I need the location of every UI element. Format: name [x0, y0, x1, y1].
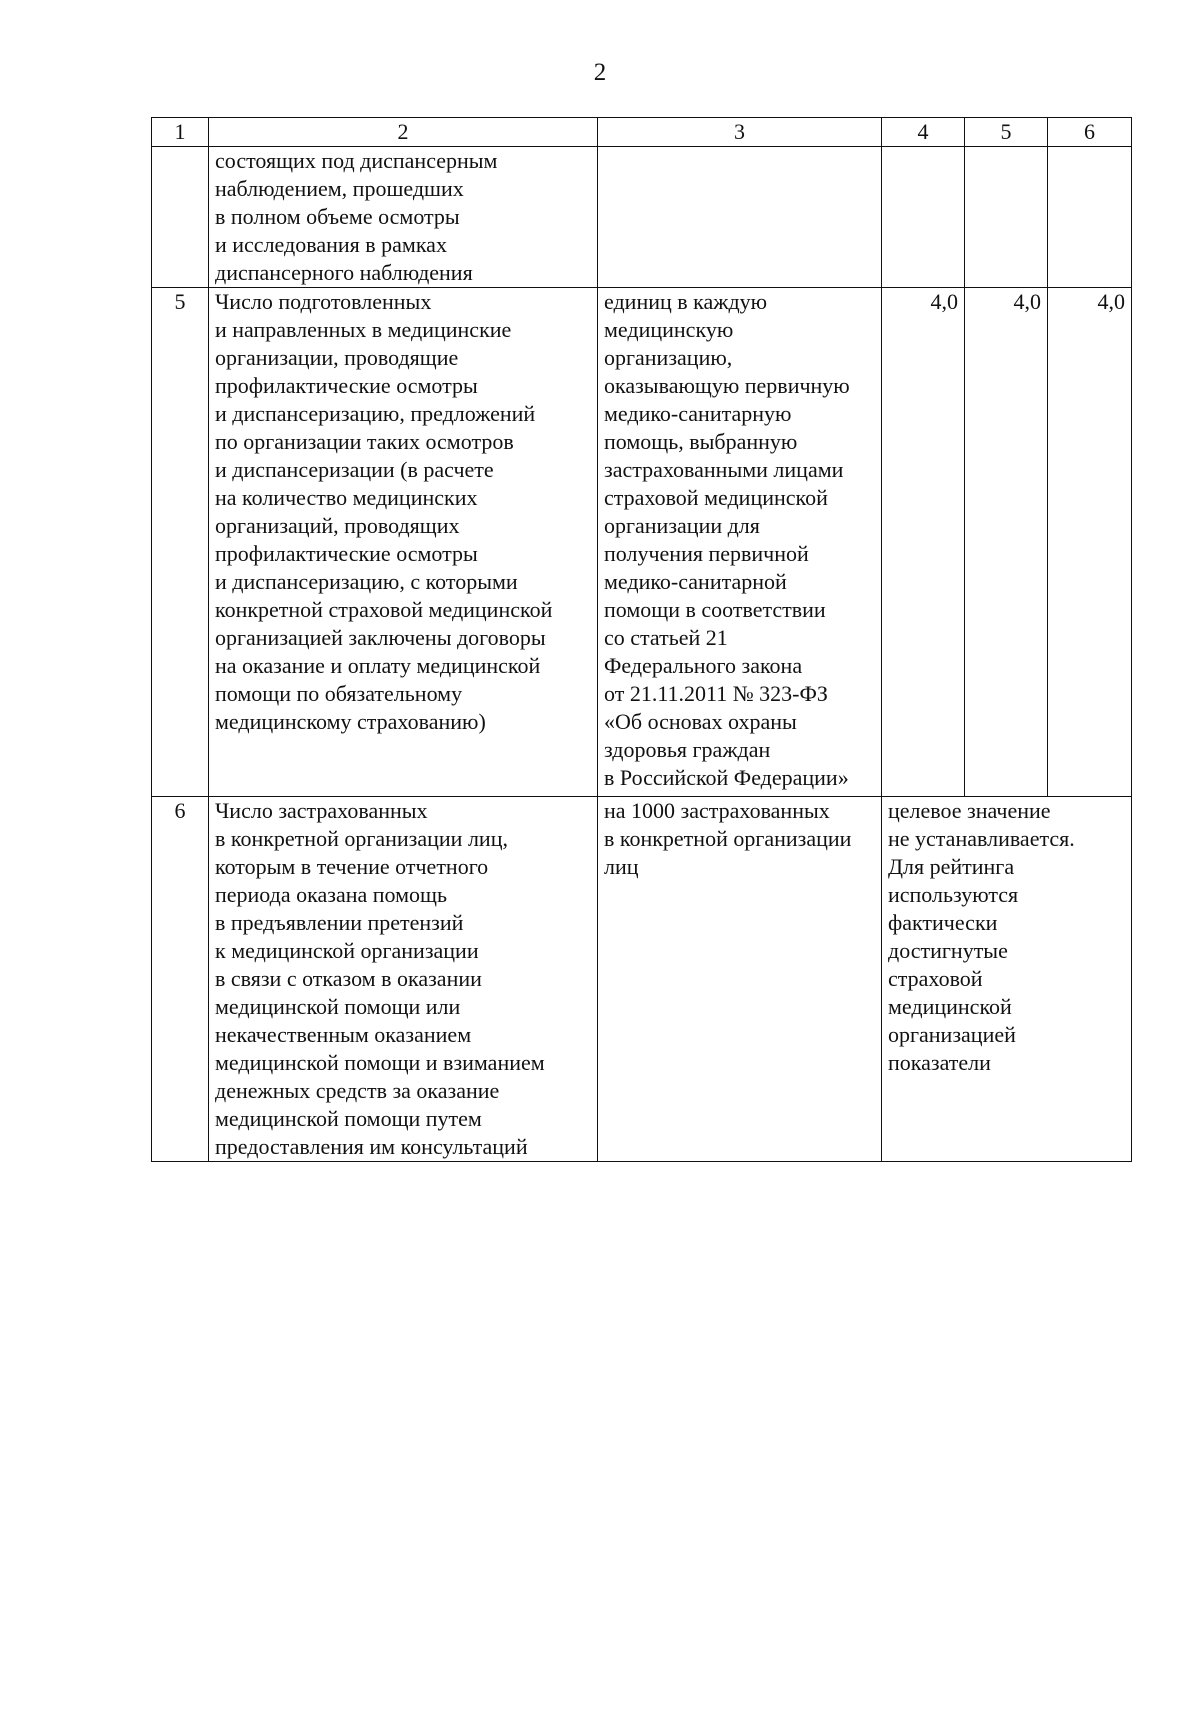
table-row	[152, 288, 1132, 797]
indicator-cell: Число застрахованных в конкретной организации лиц, которым в течение отчетного периода оказана помощь в предъявлении претензий к медицинской организации в связи с отказом в оказании медицинской помощи или некачественным оказанием медицинской помощи и взиманием денежных средств за оказание медицинской помощи путем предоставления им консультаций	[209, 797, 598, 1162]
header-cell: 3	[598, 118, 882, 147]
header-cell: 4	[882, 118, 965, 147]
row-number: 5	[152, 288, 209, 797]
value-cell-4: 4,0	[882, 288, 965, 797]
value-cell-6: 4,0	[1048, 288, 1132, 797]
unit-cell: на 1000 застрахованных в конкретной организации лиц	[598, 797, 882, 1162]
header-cell: 6	[1048, 118, 1132, 147]
value-cell-5	[965, 147, 1048, 288]
row-number: 6	[152, 797, 209, 1162]
unit-cell: единиц в каждую медицинскую организацию, оказывающую первичную медико-санитарную помощь, выбранную застрахованными лицами страховой медицинской организации для получения первичной медико-санитарной помощи в соответствии со статьей 21 Федерального закона от 21.11.2011 № 323-ФЗ «Об основах охраны здоровья граждан в Российской Федерации»	[598, 288, 882, 797]
unit-cell	[598, 147, 882, 288]
indicator-cell: состоящих под диспансерным наблюдением, прошедших в полном объеме осмотры и исследования в рамках диспансерного наблюдения	[209, 147, 598, 288]
indicators-table	[151, 117, 1132, 1162]
header-cell: 1	[152, 118, 209, 147]
header-cell: 2	[209, 118, 598, 147]
table-header-row	[152, 118, 1132, 147]
indicator-cell: Число подготовленных и направленных в медицинские организации, проводящие профилактические осмотры и диспансеризацию, предложений по организации таких осмотров и диспансеризации (в расчете на количество медицинских организаций, проводящих профилактические осмотры и диспансеризацию, с которыми конкретной страховой медицинской организацией заключены договоры на оказание и оплату медицинской помощи по обязательному медицинскому страхованию)	[209, 288, 598, 797]
header-cell: 5	[965, 118, 1048, 147]
page-number: 2	[593, 59, 607, 86]
table-row	[152, 147, 1132, 288]
value-cell-5: 4,0	[965, 288, 1048, 797]
value-cell-6	[1048, 147, 1132, 288]
target-value-note: целевое значение не устанавливается. Для рейтинга используются фактически достигнутые страховой медицинской организацией показатели	[882, 797, 1132, 1162]
value-cell-4	[882, 147, 965, 288]
row-number	[152, 147, 209, 288]
table-row	[152, 797, 1132, 1162]
